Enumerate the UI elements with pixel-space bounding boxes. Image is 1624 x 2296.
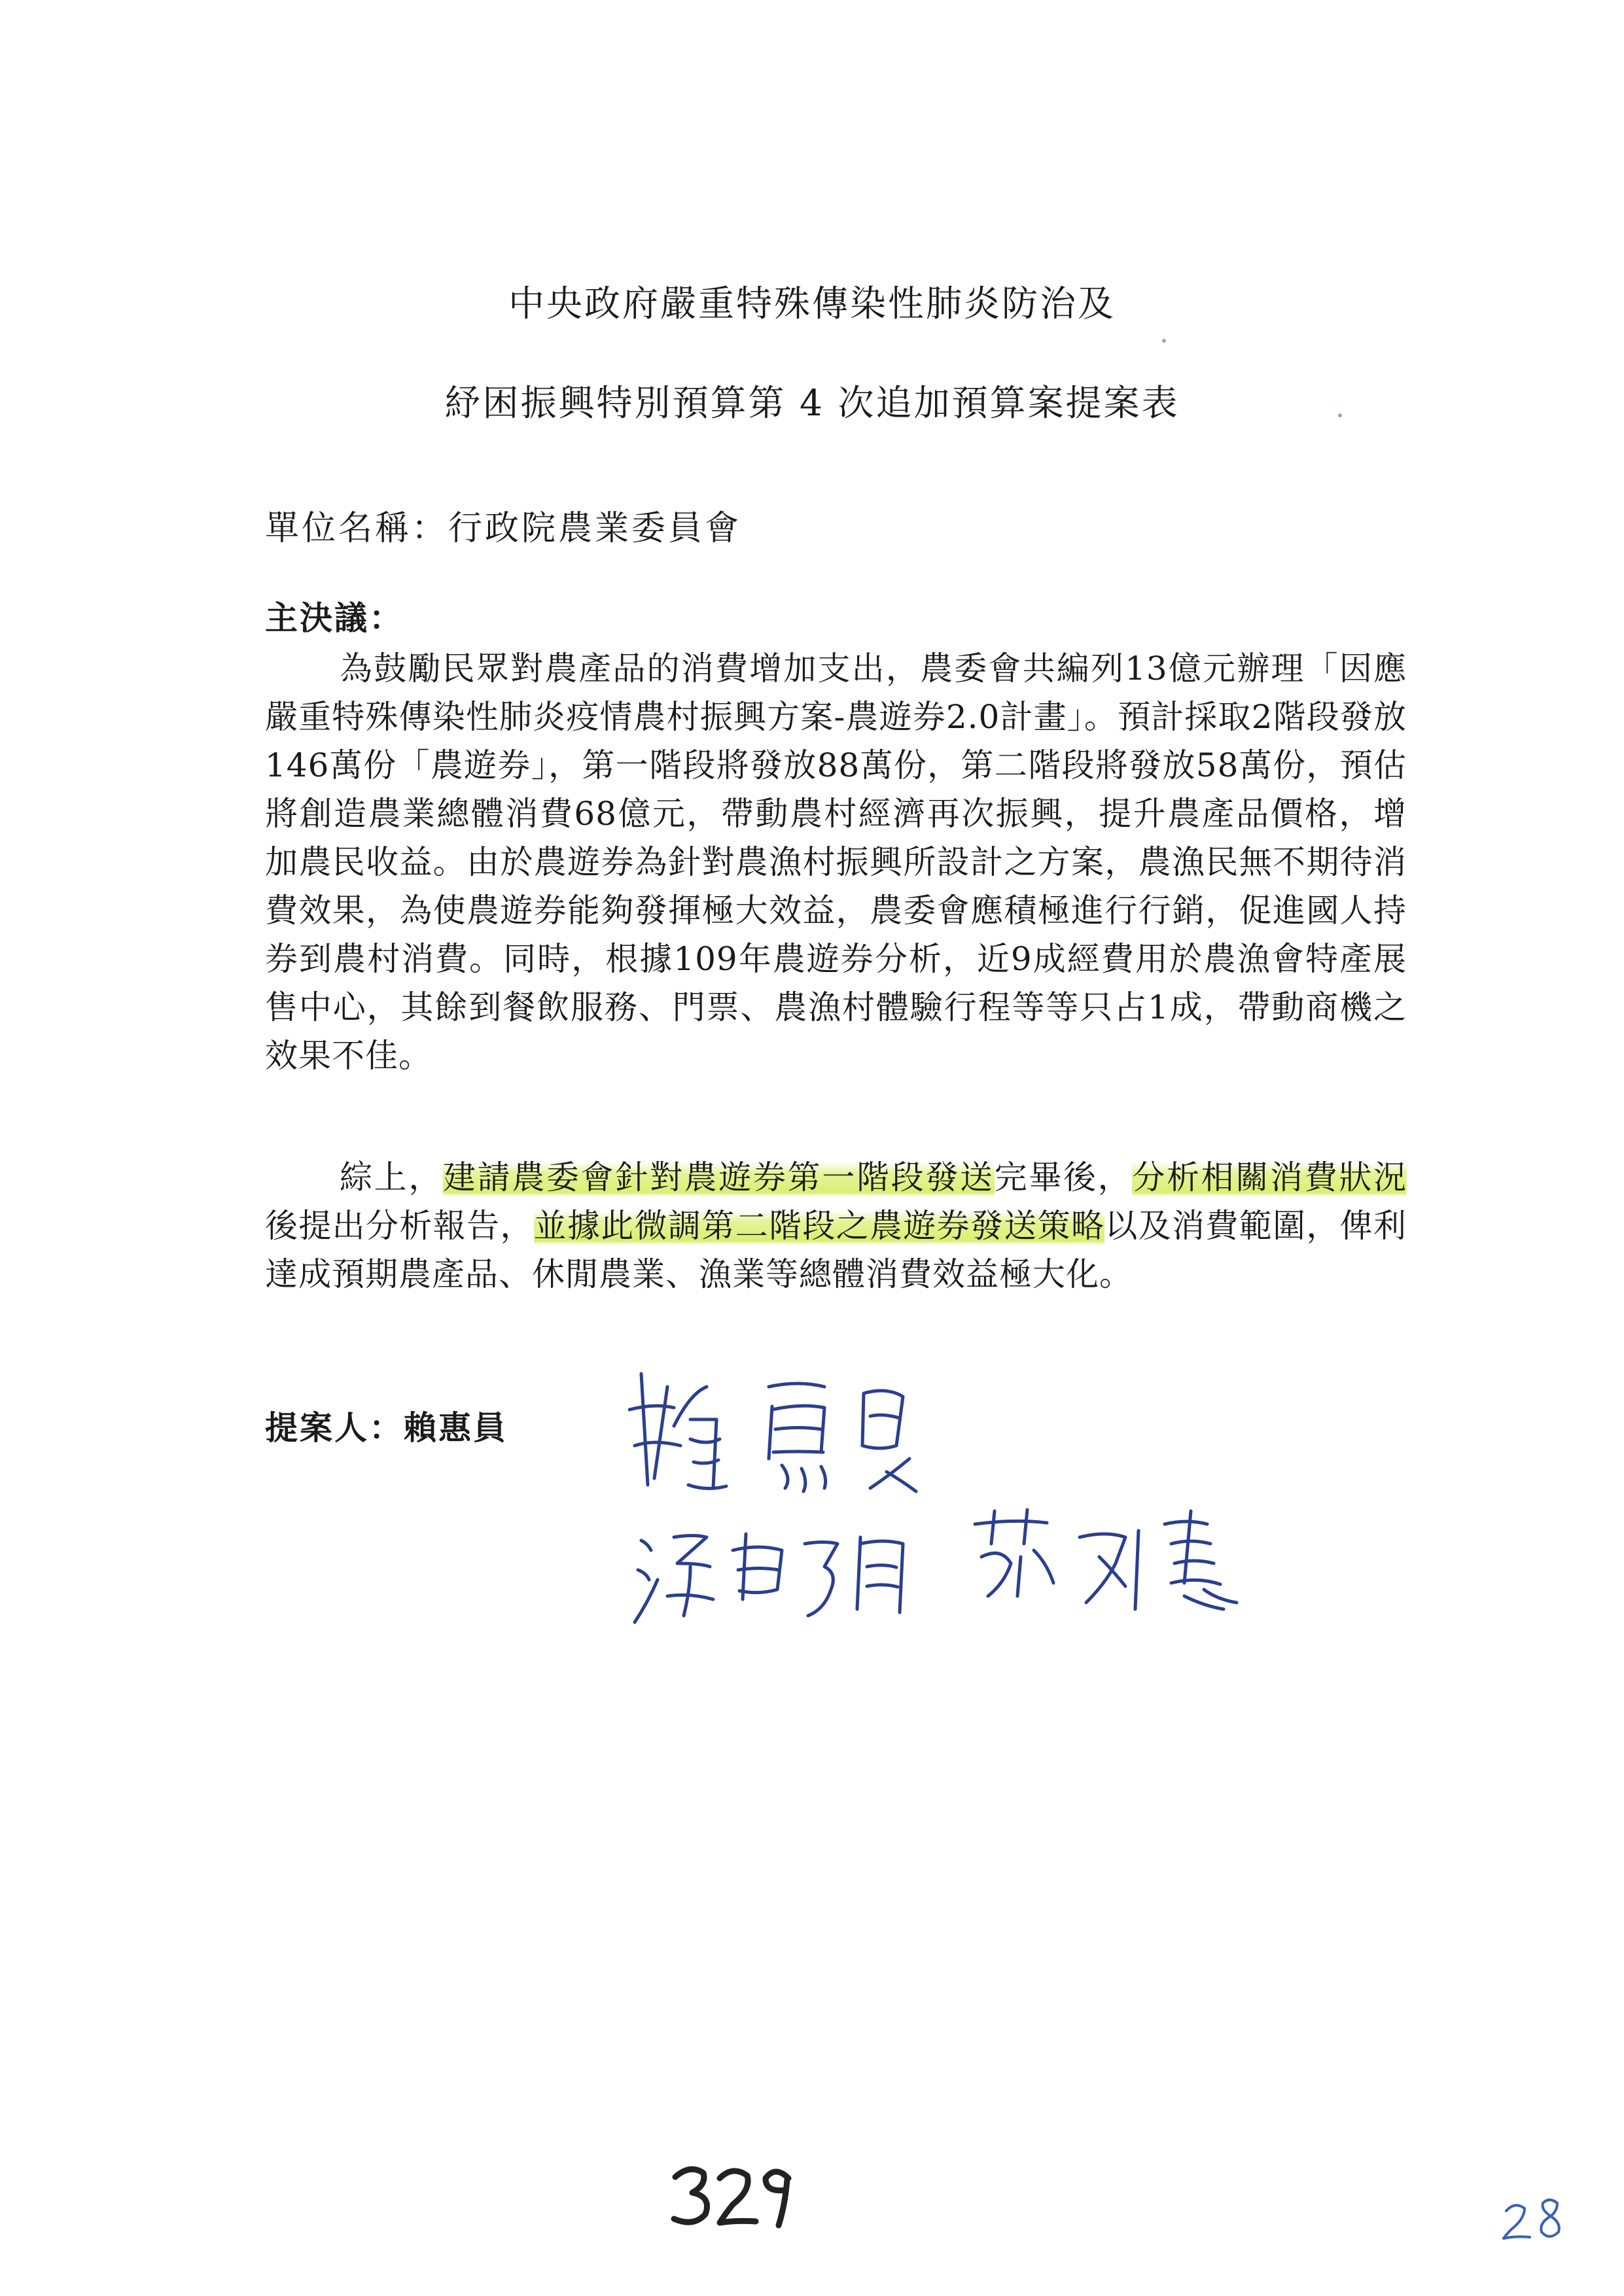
paragraph-2-text: 綜上，	[340, 1158, 443, 1196]
document-title-line-1: 中央政府嚴重特殊傳染性肺炎防治及	[508, 283, 1116, 324]
paragraph-2-text: 完畢後，	[994, 1158, 1133, 1196]
scan-speck	[1162, 339, 1166, 343]
signature-hong-shenhan	[635, 1534, 903, 1622]
proposer-label: 提案人：賴惠員	[265, 1408, 508, 1447]
paragraph-2-text: 後提出分析報告，	[265, 1207, 534, 1245]
signature-su-qiaohui	[975, 1510, 1237, 1609]
resolution-paragraph-1: 為鼓勵民眾對農產品的消費增加支出，農委會共編列13億元辦理「因應嚴重特殊傳染性肺炎疫情農村振興方案-農遊券2.0計畫」。預計採取2階段發放146萬份「農遊券」，第一階段將發放88萬份，第二階段將發放58萬份，預估將創造農業總體消費68億元，帶動農村經濟再次振興，提升農產品價格，增加農民收益。由於農遊券為針對農漁村振興所設計之方案，農漁民無不期待消費效果，為使農遊券能夠發揮極大效益，農委會應積極進行行銷，促進國人持券到農村消費。同時，根據109年農遊券分析，近9成經費用於農漁會特產展售中心，其餘到餐飲服務、門票、農漁村體驗行程等等只占1成，帶動商機之效果不佳。	[265, 650, 1407, 1075]
resolution-paragraph-2	[265, 1153, 1407, 1298]
handwritten-signatures	[628, 1348, 1309, 1635]
highlighted-text: 分析相關消費狀況	[1132, 1158, 1407, 1196]
highlighted-text: 建請農委會針對農遊券第一階段發送	[443, 1158, 995, 1196]
signature-lai-huiyuan	[629, 1374, 916, 1491]
handwritten-page-number	[667, 2159, 798, 2231]
paragraph-2-text: 以及消費範圍，俾利達成預期農產品、休閒農業、漁業等總體消費效益極大化。	[265, 1207, 1407, 1293]
resolution-label: 主決議：	[265, 599, 404, 637]
highlighted-text: 並據此微調第二階段之農遊券發送策略	[533, 1207, 1105, 1245]
unit-name: 單位名稱：行政院農業委員會	[265, 509, 742, 548]
document-title-line-2: 紓困振興特別預算第 4 次追加預算案提案表	[444, 382, 1180, 424]
scan-speck	[1338, 413, 1342, 417]
blue-page-number	[1498, 2191, 1570, 2244]
